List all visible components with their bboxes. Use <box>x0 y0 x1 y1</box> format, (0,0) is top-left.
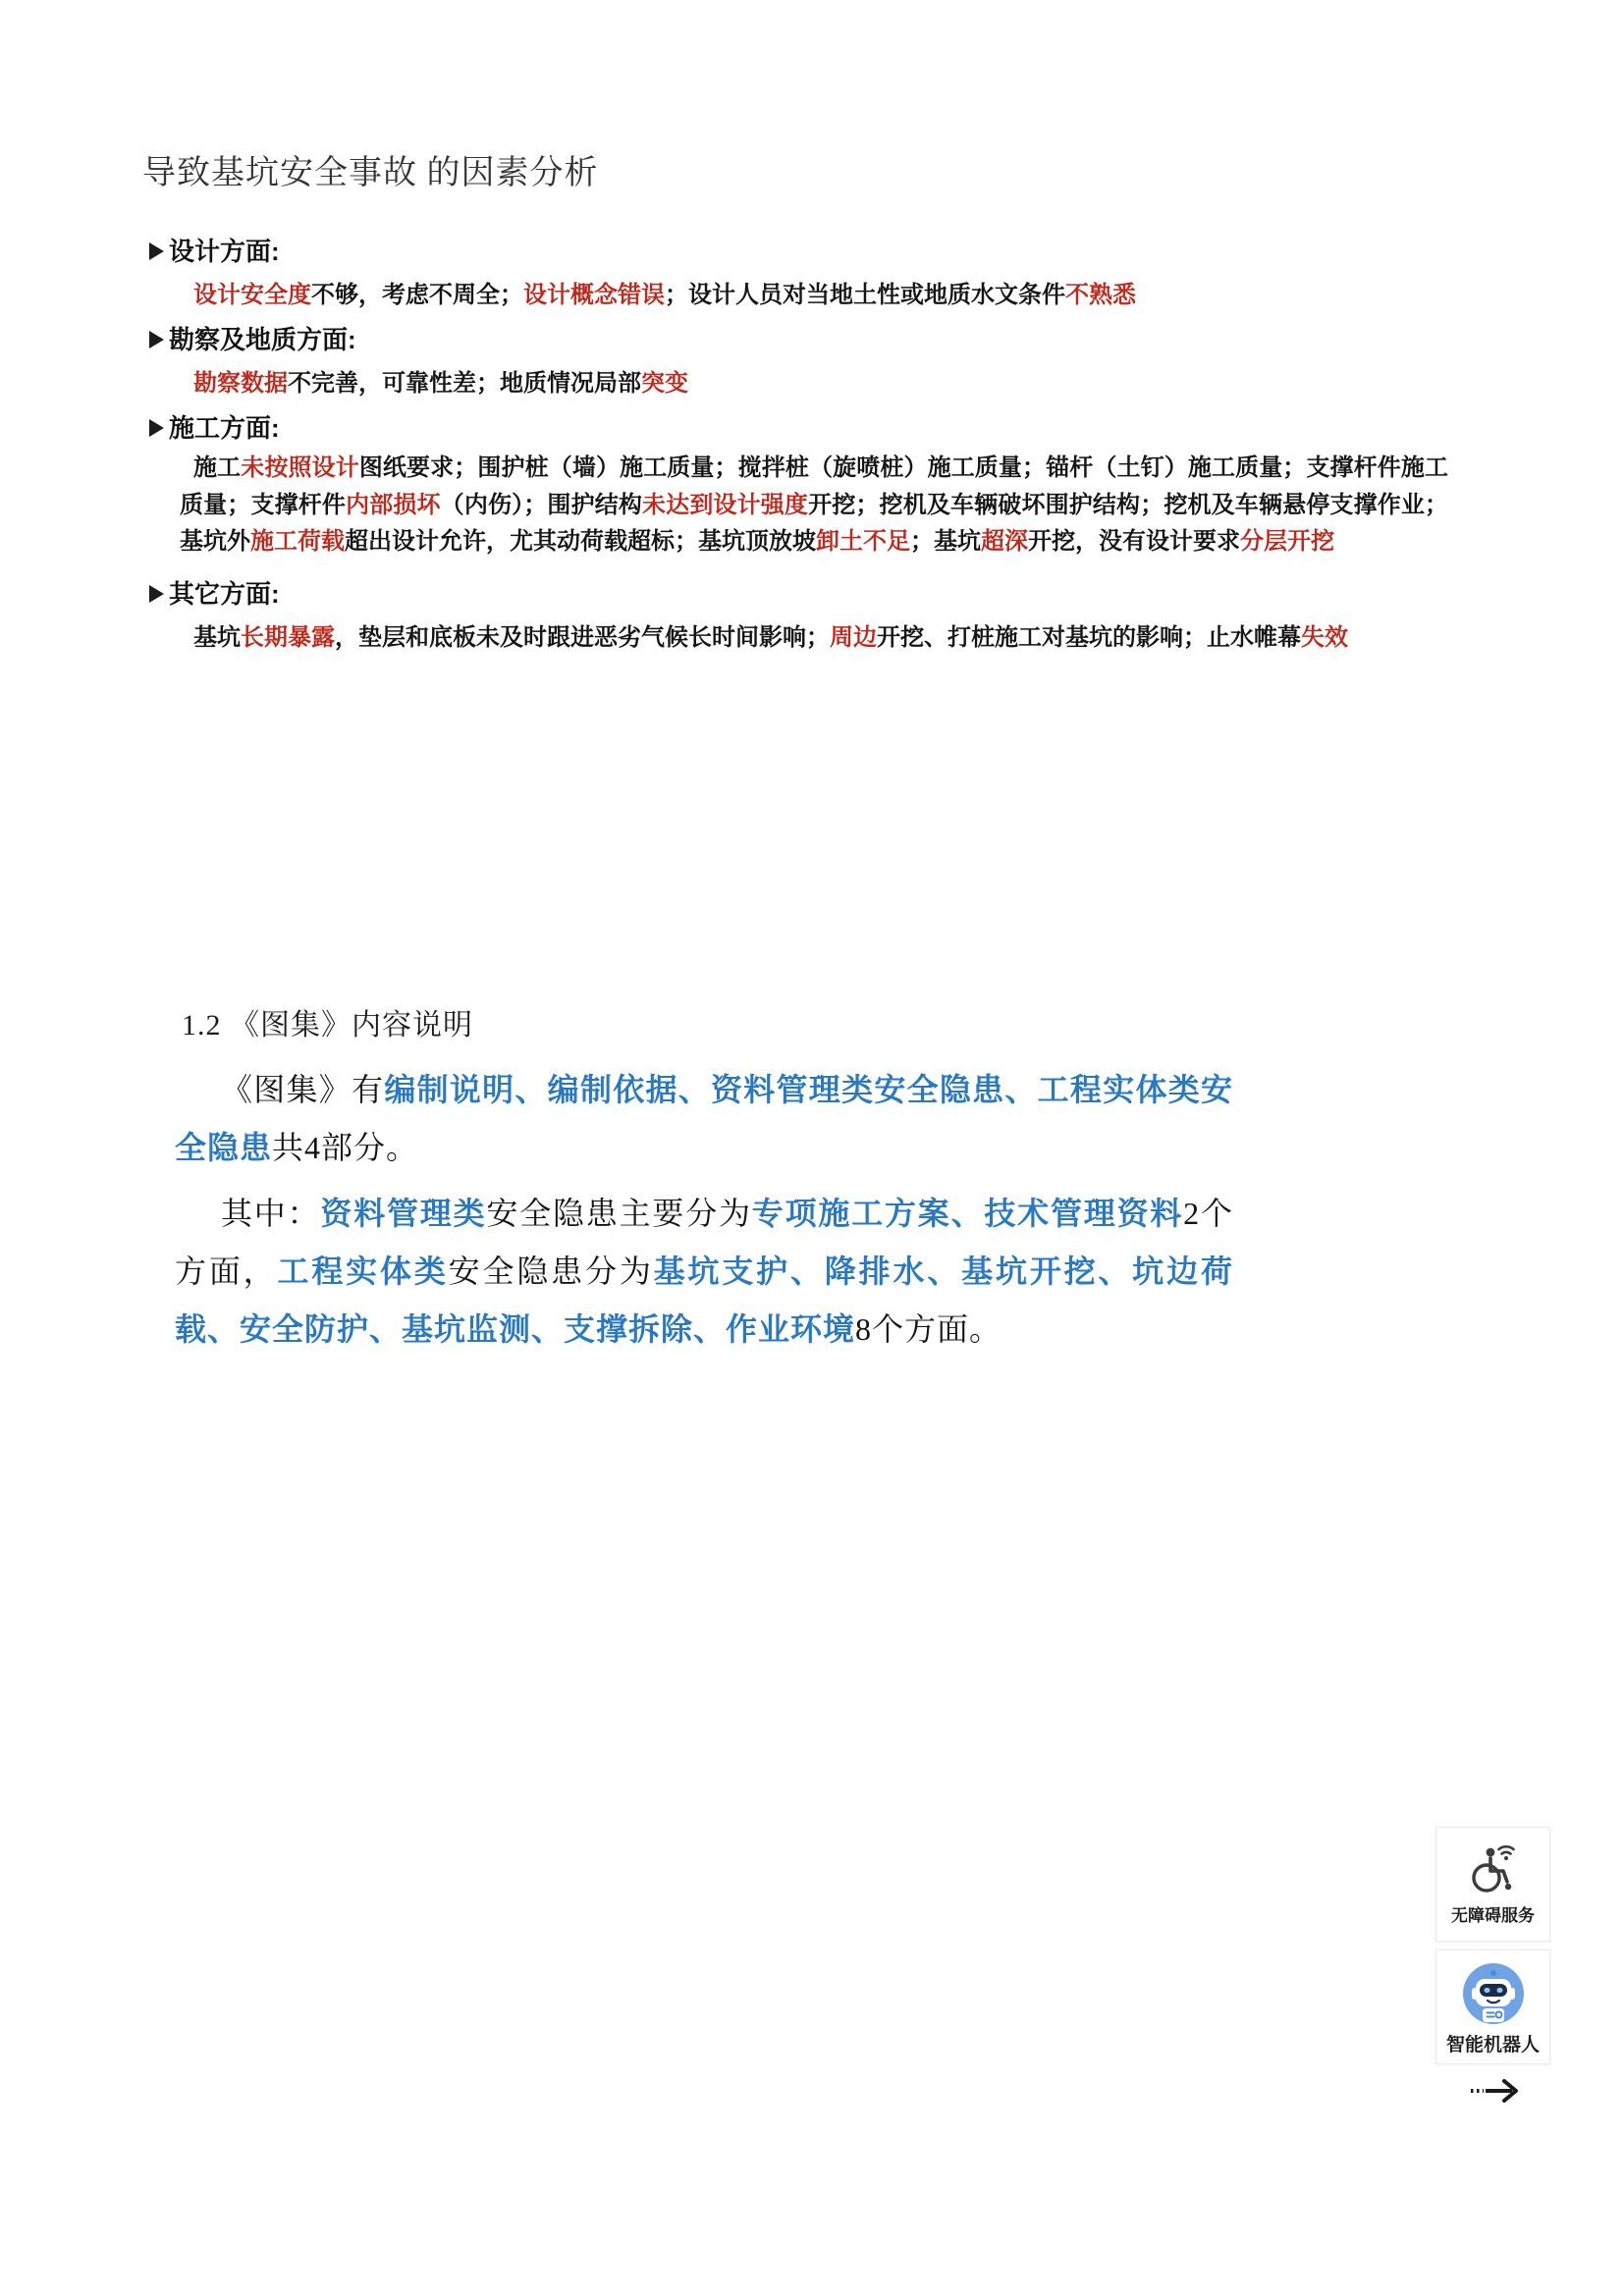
section-1-2-paragraph <box>175 1061 1233 1177</box>
section-1-2-paragraph <box>175 1185 1233 1359</box>
text-run: 开挖，没有设计要求 <box>1028 528 1240 555</box>
smart-robot-button[interactable] <box>1435 1949 1550 2064</box>
factor-section-heading <box>149 572 1448 615</box>
text-run: 内部损坏 <box>346 491 441 518</box>
factor-section-heading <box>149 318 1448 361</box>
text-run: 开挖；挖机及车辆破坏围护结构；挖机及车辆悬停支撑作业；基坑外 <box>180 491 1449 555</box>
text-run: 工程实体类 <box>277 1254 449 1289</box>
wheelchair-wifi-icon <box>1465 1840 1522 1896</box>
text-run: 8个方面。 <box>855 1311 1002 1347</box>
text-run: ；设计人员对当地土性或地质水文条件 <box>665 282 1065 308</box>
text-run: 《图集》有 <box>221 1072 385 1107</box>
text-run: 失效 <box>1301 623 1348 651</box>
text-run: 其中： <box>221 1196 321 1231</box>
factor-section-heading-label: 其它方面: <box>169 578 280 609</box>
section-1-2-heading: 1.2 《图集》内容说明 <box>182 1009 473 1041</box>
text-run: 超深 <box>981 528 1028 555</box>
smart-robot-label: 智能机器人 <box>1445 2035 1540 2056</box>
arrow-bullet-icon <box>149 419 164 437</box>
text-run: （内伤）；围护结构 <box>440 491 643 518</box>
factor-section-body <box>149 450 1448 561</box>
text-run: 基坑支护、降排水、基坑开挖、坑边荷载、安全防护、基坑监测、支撑拆除、作业环境 <box>175 1254 1233 1347</box>
factor-section-heading <box>149 230 1448 273</box>
text-run: 施工 <box>193 454 242 481</box>
text-run: 超出设计允许，尤其动荷载超标；基坑顶放坡 <box>345 528 816 555</box>
text-run: 资料管理类 <box>320 1196 487 1231</box>
text-run: 共4部分。 <box>272 1130 419 1165</box>
text-run: 未达到设计强度 <box>642 491 809 518</box>
next-page-arrow[interactable] <box>1469 2075 1524 2107</box>
factor-section-heading-label: 设计方面: <box>169 237 280 266</box>
text-run: 勘察数据 <box>193 370 288 397</box>
text-run: 编制说明、编制依据、资料管理类安全隐患、工程实体类安全隐患 <box>175 1072 1233 1165</box>
arrow-bullet-icon <box>149 242 164 260</box>
factor-section-heading <box>149 406 1448 450</box>
accessibility-service-label: 无障碍服务 <box>1451 1906 1535 1925</box>
factor-section-body <box>149 615 1448 661</box>
text-run: 专项施工方案、技术管理资料 <box>751 1196 1184 1231</box>
text-run: 周边 <box>830 623 877 651</box>
accessibility-service-button[interactable] <box>1435 1827 1550 1942</box>
text-run: 基坑 <box>193 623 241 651</box>
arrow-right-icon <box>1469 2075 1524 2107</box>
section-1-2-body <box>175 1061 1233 1359</box>
text-run: 图纸要求；围护桩（墙）施工质量；搅拌桩（旋喷桩）施工质量；锚杆（土钉）施工质量；支撑杆件施工质量；支撑杆件 <box>180 454 1449 518</box>
factor-section-heading-label: 施工方面: <box>169 413 280 443</box>
text-run: ；基坑 <box>910 528 981 555</box>
text-run: 设计概念错误 <box>523 282 665 308</box>
text-run: 分层开挖 <box>1240 528 1334 555</box>
text-run: 开挖、打桩施工对基坑的影响；止水帷幕 <box>877 623 1301 651</box>
text-run: 不够，考虑不周全； <box>311 282 523 308</box>
text-run: 卸土不足 <box>816 528 910 555</box>
factor-section-body <box>149 273 1448 318</box>
arrow-bullet-icon <box>149 585 164 603</box>
page-title: 导致基坑安全事故 的因素分析 <box>142 155 599 191</box>
text-run: 安全隐患分为 <box>448 1254 654 1289</box>
text-run: 施工荷载 <box>250 528 345 555</box>
text-run: 突变 <box>641 370 688 397</box>
factors-list <box>149 230 1448 661</box>
text-run: 设计安全度 <box>193 282 311 308</box>
text-run: 未按照设计 <box>241 454 359 481</box>
text-run: 2个方面， <box>175 1196 1233 1289</box>
robot-icon <box>1462 1962 1525 2025</box>
text-run: ，垫层和底板未及时跟进恶劣气候长时间影响； <box>335 623 830 651</box>
text-run: 安全隐患主要分为 <box>486 1196 752 1231</box>
arrow-bullet-icon <box>149 331 164 348</box>
factor-section-heading-label: 勘察及地质方面: <box>169 325 356 354</box>
section-1-2 <box>175 1003 1233 1359</box>
factor-section-body <box>149 361 1448 406</box>
text-run: 长期暴露 <box>241 623 335 651</box>
text-run: 不熟悉 <box>1065 282 1136 308</box>
text-run: 不完善，可靠性差；地质情况局部 <box>288 370 641 397</box>
